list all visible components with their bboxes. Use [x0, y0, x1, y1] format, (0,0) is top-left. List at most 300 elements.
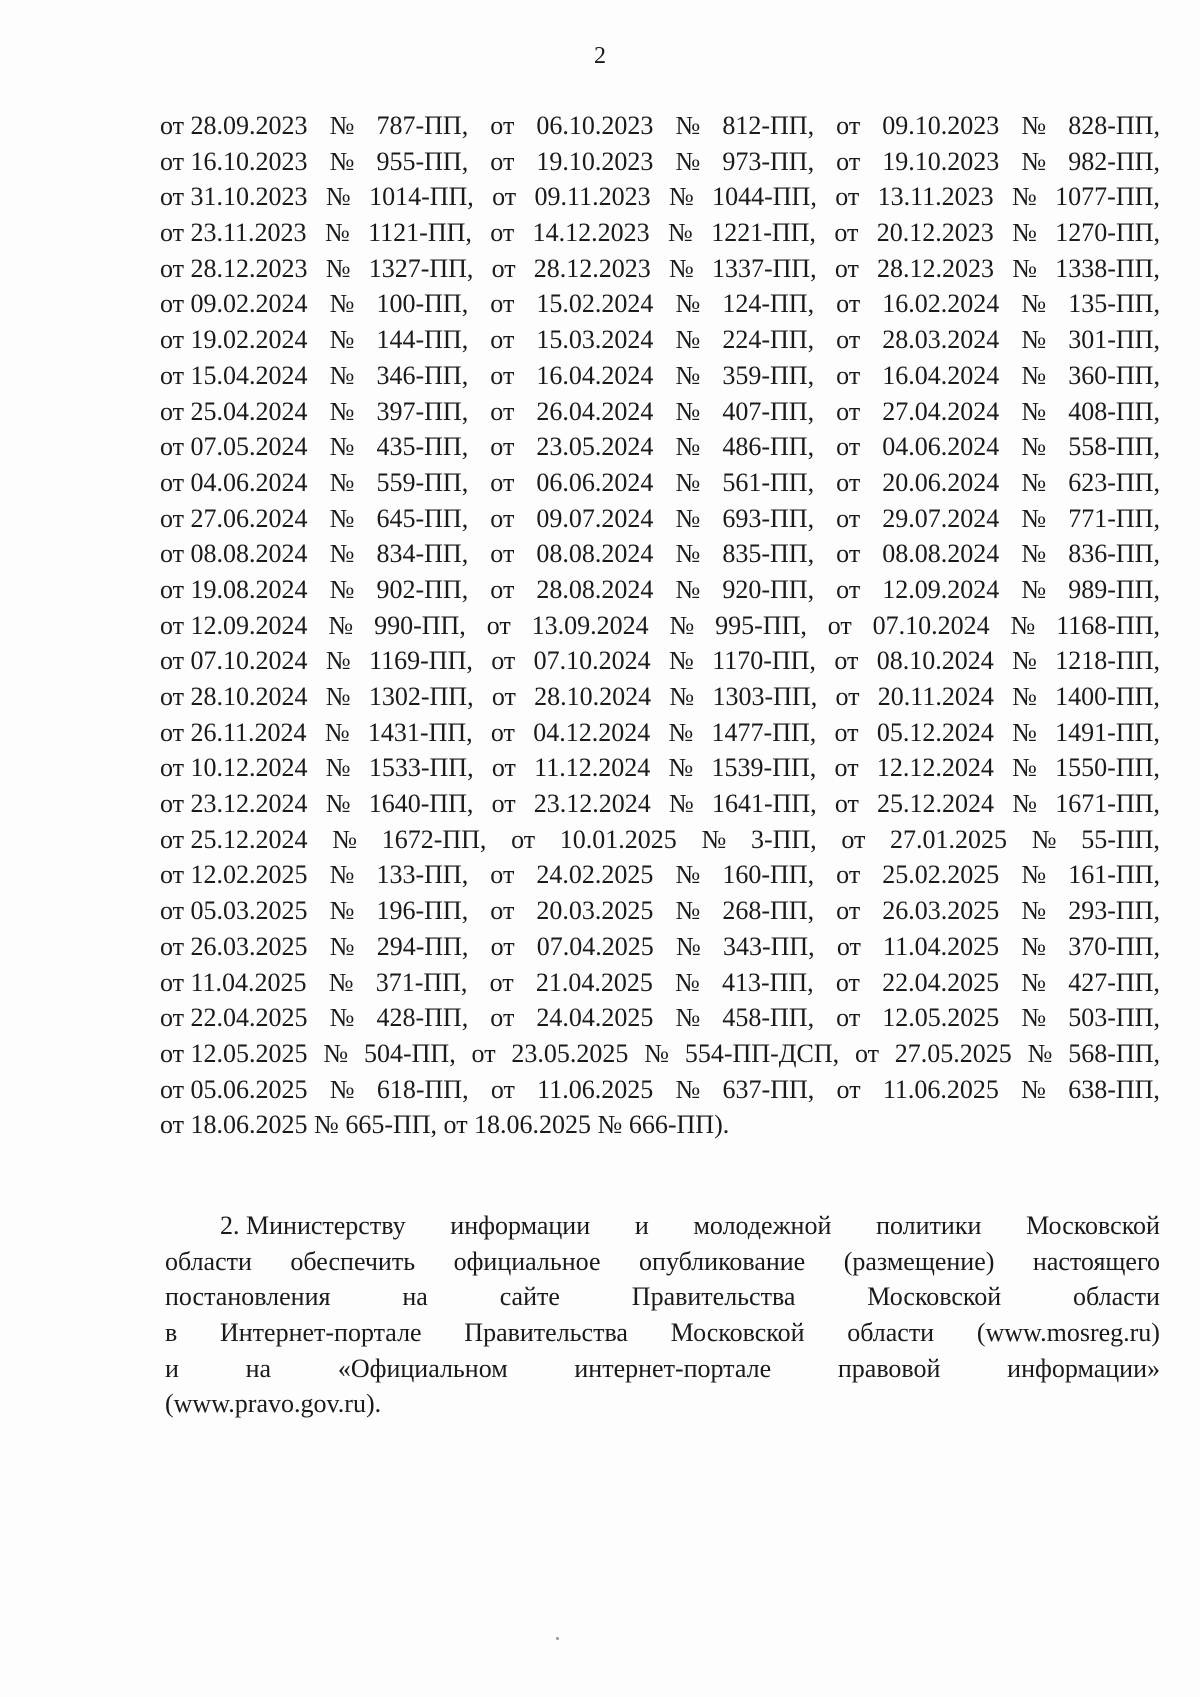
reference-token: 28.03.2024: [882, 325, 1000, 355]
reference-token: №: [1021, 360, 1047, 390]
reference-token: 15.02.2024: [536, 289, 654, 319]
reference-token: 15.03.2024: [536, 325, 654, 355]
reference-token: 359-ПП,: [722, 360, 815, 390]
paragraph-line: [165, 1315, 1160, 1351]
paragraph-word: (размещение): [843, 1246, 995, 1276]
reference-token: №: [325, 253, 351, 283]
reference-line: [160, 608, 1160, 644]
reference-token: от 12.05.2025: [160, 1038, 308, 1068]
reference-token: 24.04.2025: [536, 1003, 654, 1033]
reference-token: 920-ПП,: [722, 574, 815, 604]
reference-token: 637-ПП,: [722, 1074, 815, 1104]
reference-token: от 11.04.2025: [160, 967, 307, 997]
reference-token: 835-ПП,: [722, 539, 815, 569]
paragraph-word: области: [165, 1246, 252, 1276]
reference-line: [160, 929, 1160, 965]
reference-token: 1014-ПП,: [369, 182, 474, 212]
reference-token: 1671-ПП,: [1055, 789, 1160, 819]
reference-line: [160, 108, 1160, 144]
reference-token: 1400-ПП,: [1055, 682, 1160, 711]
reference-token: от: [491, 753, 516, 783]
reference-token: 360-ПП,: [1068, 360, 1160, 390]
reference-token: 503-ПП,: [1068, 1003, 1160, 1033]
reference-token: №: [675, 931, 701, 961]
reference-token: 370-ПП,: [1068, 931, 1160, 961]
reference-token: №: [675, 360, 701, 390]
reference-token: 1044-ПП,: [712, 182, 817, 212]
reference-token: 294-ПП,: [376, 931, 469, 961]
reference-token: №: [1021, 539, 1047, 569]
reference-token: 1327-ПП,: [368, 253, 474, 283]
reference-token: от: [490, 146, 515, 176]
reference-token: от: [836, 574, 861, 604]
reference-token: 27.04.2024: [882, 396, 1000, 426]
reference-token: от: [836, 860, 861, 890]
reference-token: 989-ПП,: [1068, 574, 1160, 604]
reference-token: от: [834, 753, 859, 783]
reference-token: №: [329, 432, 355, 462]
reference-token: 623-ПП,: [1068, 467, 1160, 497]
reference-token: №: [323, 1038, 349, 1068]
reference-token: 23.05.2025: [511, 1038, 629, 1068]
reference-line: [160, 1072, 1160, 1108]
reference-token: от 15.04.2024: [160, 360, 308, 390]
reference-token: №: [325, 789, 351, 819]
reference-token: 645-ПП,: [376, 503, 469, 533]
reference-token: №: [328, 610, 354, 640]
reference-token: №: [675, 539, 701, 569]
reference-token: №: [675, 432, 701, 462]
reference-token: от 23.12.2024: [160, 789, 308, 819]
reference-token: 1337-ПП,: [711, 253, 817, 283]
reference-token: от: [834, 717, 859, 747]
reference-token: №: [1021, 503, 1047, 533]
reference-token: 12.12.2024: [876, 753, 994, 783]
reference-token: от 19.02.2024: [160, 325, 308, 355]
reference-token: 1477-ПП,: [711, 717, 817, 747]
reference-token: от: [836, 432, 861, 462]
reference-token: 995-ПП,: [715, 610, 807, 640]
reference-token: от 26.11.2024: [160, 717, 307, 747]
reference-token: 55-ПП,: [1081, 824, 1160, 854]
reference-token: №: [329, 860, 355, 890]
paragraph-word: в: [165, 1318, 178, 1348]
reference-token: №: [332, 824, 358, 854]
reference-token: №: [675, 146, 701, 176]
reference-token: №: [675, 1003, 701, 1033]
reference-token: №: [675, 325, 701, 355]
reference-token: №: [329, 896, 355, 926]
reference-token: 11.12.2024: [534, 753, 651, 783]
reference-token: 29.07.2024: [882, 503, 1000, 533]
paragraph-word: молодежной: [693, 1211, 832, 1240]
reference-token: 09.11.2023: [534, 182, 651, 212]
reference-token: 100-ПП,: [376, 289, 469, 319]
reference-token: 413-ПП,: [721, 967, 814, 997]
reference-token: 1168-ПП,: [1056, 610, 1160, 640]
reference-token: 08.10.2024: [876, 646, 994, 676]
reference-token: №: [675, 467, 701, 497]
reference-token: от: [490, 467, 515, 497]
reference-token: №: [675, 396, 701, 426]
reference-token: 558-ПП,: [1068, 432, 1160, 462]
paragraph-word: (www.pravo.gov.ru).: [165, 1389, 382, 1419]
paragraph-word: настоящего: [1032, 1246, 1160, 1276]
reference-token: 20.06.2024: [882, 467, 1000, 497]
reference-token: №: [674, 967, 700, 997]
reference-token: 561-ПП,: [722, 467, 815, 497]
reference-token: №: [1021, 289, 1047, 319]
reference-token: 04.06.2024: [882, 432, 1000, 462]
reference-token: №: [1021, 325, 1047, 355]
reference-token: №: [1012, 646, 1037, 676]
reference-token: от 19.08.2024: [160, 574, 308, 604]
reference-token: от: [490, 503, 515, 533]
reference-token: 504-ПП,: [364, 1038, 456, 1068]
resolution-reference-list: [160, 108, 1160, 1143]
reference-token: 19.10.2023: [882, 146, 1000, 176]
paragraph-word: Московской: [867, 1282, 1002, 1312]
paragraph-word: области: [1073, 1282, 1160, 1312]
reference-token: от: [854, 1038, 879, 1068]
reference-token: 16.02.2024: [882, 289, 1000, 319]
reference-token: №: [329, 360, 355, 390]
reference-token: 25.12.2024: [877, 789, 995, 819]
reference-token: 144-ПП,: [376, 325, 469, 355]
reference-token: 28.10.2024: [534, 682, 652, 711]
reference-token: от: [836, 467, 861, 497]
reference-token: от 28.09.2023: [160, 111, 308, 140]
reference-token: 486-ПП,: [722, 432, 815, 462]
reference-token: №: [1021, 574, 1047, 604]
reference-token: №: [329, 396, 355, 426]
paragraph-word: 2. Министерству: [220, 1211, 406, 1240]
reference-token: 23.12.2024: [533, 789, 651, 819]
reference-token: №: [1021, 931, 1047, 961]
reference-token: 19.10.2023: [536, 146, 654, 176]
reference-line: [160, 572, 1160, 608]
paragraph-line: [165, 1244, 1160, 1280]
reference-token: от 28.10.2024: [160, 682, 308, 711]
reference-token: от: [836, 396, 861, 426]
reference-token: от 05.06.2025: [160, 1074, 308, 1104]
reference-line: [160, 1000, 1160, 1036]
reference-token: от: [836, 146, 861, 176]
reference-token: 13.09.2024: [531, 610, 649, 640]
reference-token: от: [490, 1074, 515, 1104]
reference-token: 812-ПП,: [722, 111, 815, 140]
reference-line: [160, 144, 1160, 180]
reference-token: 12.09.2024: [882, 574, 1000, 604]
reference-token: 346-ПП,: [376, 360, 469, 390]
reference-token: 28.08.2024: [536, 574, 654, 604]
reference-token: от 28.12.2023: [160, 253, 308, 283]
reference-token: 1672-ПП,: [381, 824, 487, 854]
paragraph-word: (www.mosreg.ru): [976, 1318, 1160, 1348]
reference-token: №: [329, 1003, 355, 1033]
reference-token: от 10.12.2024: [160, 753, 308, 783]
reference-token: от 16.10.2023: [160, 146, 308, 176]
reference-token: №: [644, 1038, 670, 1068]
reference-token: 1338-ПП,: [1055, 253, 1160, 283]
reference-token: 161-ПП,: [1068, 860, 1160, 890]
reference-token: от: [490, 289, 515, 319]
reference-token: №: [668, 789, 694, 819]
reference-token: №: [675, 1074, 701, 1104]
paragraph-line: [165, 1351, 1160, 1387]
reference-line: [160, 286, 1160, 322]
scan-speck: [556, 1637, 559, 1640]
reference-token: №: [1011, 182, 1037, 212]
reference-token: 293-ПП,: [1068, 896, 1160, 926]
paragraph-word: постановления: [165, 1282, 331, 1312]
reference-token: 06.06.2024: [536, 467, 654, 497]
reference-token: №: [675, 503, 701, 533]
reference-token: №: [669, 682, 695, 711]
reference-token: 1491-ПП,: [1055, 717, 1160, 747]
reference-token: 07.10.2024: [533, 646, 651, 676]
reference-token: 124-ПП,: [722, 289, 815, 319]
reference-token: 16.04.2024: [882, 360, 1000, 390]
reference-token: №: [1021, 896, 1047, 926]
reference-token: 407-ПП,: [722, 396, 815, 426]
reference-token: №: [675, 111, 701, 140]
reference-line: [160, 215, 1160, 251]
reference-token: 554-ПП-ДСП,: [684, 1038, 840, 1068]
reference-token: №: [1012, 789, 1038, 819]
reference-token: №: [1021, 967, 1047, 997]
reference-token: 268-ПП,: [722, 896, 815, 926]
reference-token: от 25.04.2024: [160, 396, 308, 426]
reference-token: от: [836, 325, 861, 355]
reference-token: 25.02.2025: [882, 860, 1000, 890]
reference-token: от: [836, 931, 861, 961]
reference-token: 07.10.2024: [872, 610, 990, 640]
reference-line: [160, 822, 1160, 858]
reference-token: 08.08.2024: [882, 539, 1000, 569]
paragraph-word: официальное: [453, 1246, 601, 1276]
reference-token: 618-ПП,: [376, 1074, 469, 1104]
reference-token: №: [1021, 1003, 1047, 1033]
reference-token: №: [1021, 1074, 1046, 1104]
reference-token: 1218-ПП,: [1055, 646, 1160, 676]
reference-line: [160, 893, 1160, 929]
reference-token: 21.04.2025: [535, 967, 653, 997]
reference-token: от: [836, 503, 861, 533]
reference-token: 787-ПП,: [376, 111, 469, 140]
paragraph-line: [165, 1279, 1160, 1315]
reference-token: от: [490, 218, 515, 248]
reference-token: 693-ПП,: [722, 503, 815, 533]
reference-token: 07.04.2025: [536, 931, 654, 961]
paragraph-word: Интернет-портале: [219, 1318, 422, 1348]
reference-token: №: [1021, 432, 1047, 462]
reference-line: [160, 179, 1160, 215]
reference-token: от: [836, 111, 861, 140]
reference-token: №: [324, 218, 350, 248]
paragraph-word: и: [634, 1211, 649, 1240]
reference-token: 28.12.2023: [877, 253, 995, 283]
reference-token: №: [1012, 253, 1038, 283]
paragraph-word: и: [165, 1353, 179, 1383]
reference-token: от: [835, 182, 860, 212]
reference-token: 23.05.2024: [536, 432, 654, 462]
reference-token: от: [490, 931, 515, 961]
reference-token: №: [325, 646, 351, 676]
reference-token: №: [329, 289, 355, 319]
reference-token: 10.01.2025: [559, 824, 677, 854]
reference-token: №: [329, 325, 355, 355]
reference-token: №: [668, 218, 693, 248]
reference-token: 1550-ПП,: [1055, 753, 1160, 783]
reference-token: 973-ПП,: [722, 146, 815, 176]
reference-token: №: [675, 896, 701, 926]
reference-token: 04.12.2024: [533, 717, 651, 747]
reference-token: №: [1012, 218, 1037, 248]
reference-token: 20.03.2025: [536, 896, 654, 926]
reference-token: от: [834, 646, 859, 676]
paragraph-line: [165, 1386, 1160, 1422]
reference-token: 135-ПП,: [1068, 289, 1160, 319]
reference-token: от: [836, 360, 861, 390]
reference-token: 435-ПП,: [376, 432, 469, 462]
reference-token: от: [511, 824, 536, 854]
reference-token: от: [834, 253, 859, 283]
reference-token: 13.11.2023: [877, 182, 994, 212]
paragraph-word: на: [402, 1282, 428, 1312]
reference-token: №: [329, 539, 355, 569]
reference-token: №: [1012, 717, 1037, 747]
reference-token: 27.05.2025: [894, 1038, 1012, 1068]
reference-token: 458-ПП,: [722, 1003, 815, 1033]
reference-token: от: [489, 967, 514, 997]
reference-token: №: [329, 574, 355, 604]
reference-token: от: [835, 967, 860, 997]
reference-token: №: [325, 682, 351, 711]
reference-line: [160, 358, 1160, 394]
reference-token: от 07.10.2024: [160, 646, 308, 676]
reference-token: 1303-ПП,: [712, 682, 818, 711]
reference-token: №: [675, 574, 701, 604]
reference-token: №: [668, 717, 694, 747]
reference-line: [160, 1036, 1160, 1072]
reference-token: 26.03.2025: [882, 896, 1000, 926]
reference-line: [160, 750, 1160, 786]
reference-token: от: [491, 789, 516, 819]
reference-token: 343-ПП,: [722, 931, 815, 961]
reference-token: №: [1021, 146, 1047, 176]
reference-token: 224-ПП,: [722, 325, 815, 355]
reference-token: №: [701, 824, 727, 854]
reference-token: от: [836, 1074, 861, 1104]
reference-token: от 27.06.2024: [160, 503, 308, 533]
reference-token: 133-ПП,: [376, 860, 469, 890]
reference-token: от 05.03.2025: [160, 896, 308, 926]
reference-token: от 12.09.2024: [160, 610, 308, 640]
reference-token: 568-ПП,: [1068, 1038, 1160, 1068]
reference-token: 836-ПП,: [1068, 539, 1160, 569]
reference-token: №: [329, 146, 355, 176]
paragraph-word: сайте: [499, 1282, 560, 1312]
reference-token: от 25.12.2024: [160, 824, 308, 854]
reference-token: 24.02.2025: [536, 860, 654, 890]
reference-token: 990-ПП,: [374, 610, 466, 640]
reference-line: [160, 465, 1160, 501]
reference-token: 982-ПП,: [1068, 146, 1160, 176]
reference-token: от: [491, 253, 516, 283]
reference-token: 3-ПП,: [750, 824, 817, 854]
reference-token: 1121-ПП,: [368, 218, 472, 248]
reference-token: 1302-ПП,: [368, 682, 474, 711]
reference-line: [160, 715, 1160, 751]
reference-token: от 04.06.2024: [160, 467, 308, 497]
reference-token: от 09.02.2024: [160, 289, 308, 319]
reference-token: 902-ПП,: [376, 574, 469, 604]
reference-token: 1640-ПП,: [368, 789, 474, 819]
reference-token: №: [1021, 467, 1047, 497]
reference-token: №: [328, 967, 354, 997]
reference-token: от: [841, 824, 866, 854]
paragraph-word: правовой: [837, 1353, 941, 1383]
reference-line: [160, 429, 1160, 465]
reference-token: 06.10.2023: [536, 111, 654, 140]
reference-token: от 23.11.2023: [160, 218, 307, 248]
reference-token: №: [1021, 111, 1047, 140]
reference-token: от: [490, 432, 515, 462]
reference-token: от: [486, 610, 511, 640]
reference-token: от 12.02.2025: [160, 860, 308, 890]
reference-token: 1169-ПП,: [369, 646, 473, 676]
reference-token: 371-ПП,: [375, 967, 468, 997]
reference-token: №: [675, 289, 701, 319]
reference-token: №: [1027, 1038, 1053, 1068]
paragraph-word: обеспечить: [290, 1246, 416, 1276]
reference-token: 408-ПП,: [1068, 396, 1160, 426]
reference-token: 559-ПП,: [376, 467, 469, 497]
reference-token: 1221-ПП,: [711, 218, 816, 248]
reference-token: от: [490, 860, 515, 890]
reference-token: от: [490, 574, 515, 604]
reference-token: №: [1021, 860, 1047, 890]
reference-token: 11.04.2025: [883, 931, 1000, 961]
paragraph-word: Московской: [1026, 1211, 1160, 1240]
reference-token: №: [329, 503, 355, 533]
reference-token: 27.01.2025: [890, 824, 1008, 854]
reference-token: от: [491, 682, 516, 711]
reference-token: №: [325, 753, 351, 783]
reference-token: №: [1010, 610, 1036, 640]
reference-token: 428-ПП,: [376, 1003, 469, 1033]
reference-token: 08.08.2024: [536, 539, 654, 569]
reference-token: 196-ПП,: [376, 896, 469, 926]
reference-token: 09.10.2023: [882, 111, 1000, 140]
reference-token: 638-ПП,: [1068, 1074, 1160, 1104]
reference-line: [160, 679, 1160, 715]
reference-line: [160, 786, 1160, 822]
reference-token: от: [490, 360, 515, 390]
paragraph-word: Правительства: [464, 1318, 628, 1348]
page-number: 2: [594, 43, 606, 69]
reference-token: 397-ПП,: [376, 396, 469, 426]
reference-token: 16.04.2024: [536, 360, 654, 390]
reference-token: от: [471, 1038, 496, 1068]
reference-token: №: [669, 610, 695, 640]
reference-line: [160, 643, 1160, 679]
paragraph-word: политики: [876, 1211, 982, 1240]
paragraph-word: области: [847, 1318, 935, 1348]
reference-token: 05.12.2024: [876, 717, 994, 747]
reference-token: 828-ПП,: [1068, 111, 1160, 140]
